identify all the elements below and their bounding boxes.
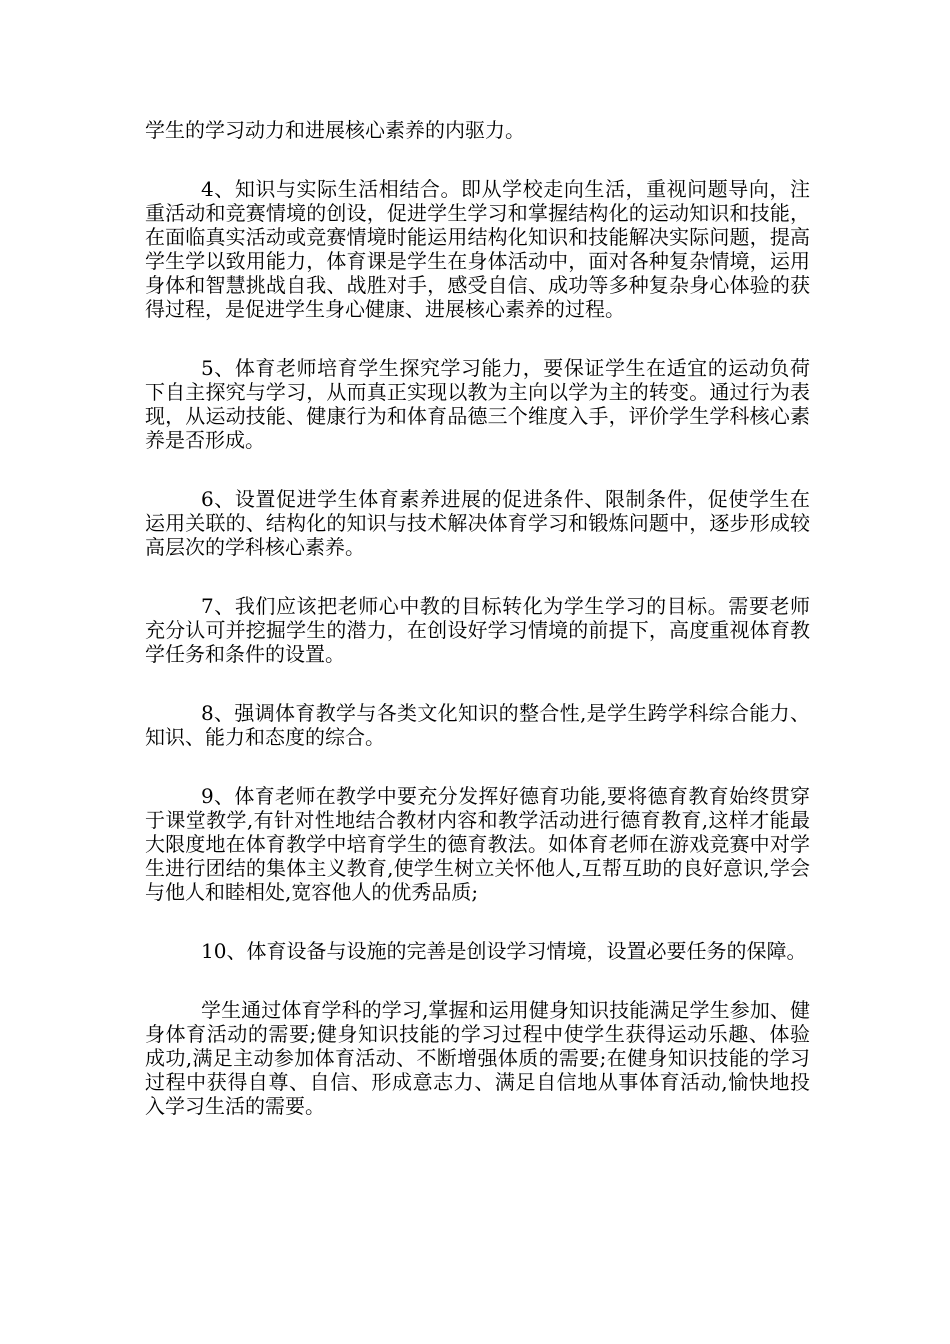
paragraph-summary: 学生通过体育学科的学习,掌握和运用健身知识技能满足学生参加、健身体育活动的需要;健身知识技能的学习过程中使学生获得运动乐趣、体验成功,满足主动参加体育活动、不断增强体质的需要;在健身知识技能的学习过程中获得自尊、自信、形成意志力、满足自信地从事体育活动,愉快地投入学习生活的需要。 xyxy=(145,998,810,1118)
paragraph-item-5: 5、体育老师培育学生探究学习能力，要保证学生在适宜的运动负荷下自主探究与学习，从而真正实现以教为主向以学为主的转变。通过行为表现，从运动技能、健康行为和体育品德三个维度入手，评价学生学科核心素养是否形成。 xyxy=(145,356,810,452)
paragraph-item-6: 6、设置促进学生体育素养进展的促进条件、限制条件，促使学生在运用关联的、结构化的知识与技术解决体育学习和锻炼问题中，逐步形成较高层次的学科核心素养。 xyxy=(145,487,810,559)
paragraph-item-7: 7、我们应该把老师心中教的目标转化为学生学习的目标。需要老师充分认可并挖掘学生的潜力，在创设好学习情境的前提下，高度重视体育教学任务和条件的设置。 xyxy=(145,594,810,666)
paragraph-item-8: 8、强调体育教学与各类文化知识的整合性,是学生跨学科综合能力、知识、能力和态度的综合。 xyxy=(145,701,810,749)
paragraph-intro-continuation: 学生的学习动力和进展核心素养的内驱力。 xyxy=(145,118,525,142)
paragraph-item-4: 4、知识与实际生活相结合。即从学校走向生活，重视问题导向，注重活动和竞赛情境的创设，促进学生学习和掌握结构化的运动知识和技能，在面临真实活动或竞赛情境时能运用结构化知识和技能解决实际问题，提高学生学以致用能力，体育课是学生在身体活动中，面对各种复杂情境，运用身体和智慧挑战自我、战胜对手，感受自信、成功等多种复杂身心体验的获得过程，是促进学生身心健康、进展核心素养的过程。 xyxy=(145,177,810,321)
document-body xyxy=(145,118,810,1153)
paragraph-item-10: 10、体育设备与设施的完善是创设学习情境，设置必要任务的保障。 xyxy=(201,939,807,963)
paragraph-item-9: 9、体育老师在教学中要充分发挥好德育功能,要将德育教育始终贯穿于课堂教学,有针对性地结合教材内容和教学活动进行德育教育,这样才能最大限度地在体育教学中培育学生的德育教法。如体育老师在游戏竞赛中对学生进行团结的集体主义教育,使学生树立关怀他人,互帮互助的良好意识,学会与他人和睦相处,宽容他人的优秀品质; xyxy=(145,784,810,904)
